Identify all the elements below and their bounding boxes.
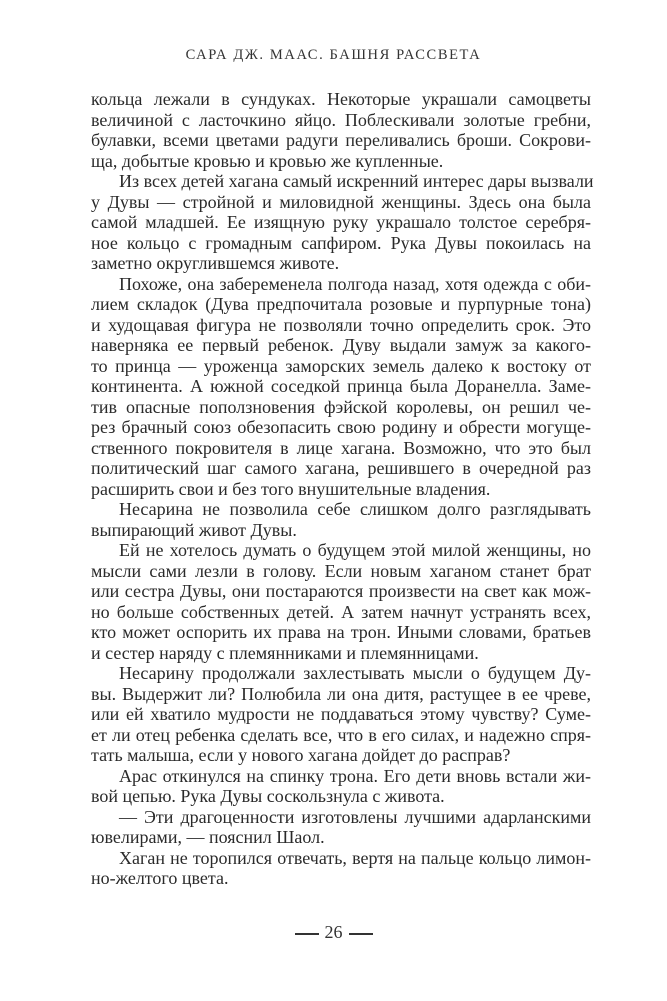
text-line: ное кольцо с громадным сапфиром. Рука Дувы покоилась на: [91, 232, 591, 253]
text-line: выпирающий живот Дувы.: [91, 519, 297, 540]
text-line: или ей хватило мудрости не поддаваться этому чувству? Суме-: [91, 704, 591, 724]
text-line: расширить свои и без того внушительные владения.: [91, 478, 491, 499]
text-line: булавки, всеми цветами радуги переливались броши. Сокрови-: [91, 130, 591, 150]
text-line: кто может оспорить их права на трон. Иными словами, братьев: [91, 622, 591, 642]
paragraph: [91, 807, 591, 848]
page-body: [91, 89, 594, 889]
text-line: Похоже, она забеременела полгода назад, хотя одежда с оби-: [119, 273, 591, 294]
page-number-footer: [0, 922, 667, 943]
paragraph: [91, 663, 591, 766]
ornament-dash-left: [295, 933, 319, 935]
text-line: наверняка ее первый ребенок. Дуву выдали замуж за какого-: [91, 335, 591, 355]
text-line: мысли сами лезли в голову. Если новым хаганом станет брат: [91, 560, 591, 581]
text-line: величиной с ласточкино яйцо. Поблескивали золотые гребни,: [91, 109, 591, 130]
text-line: самой младшей. Ее изящную руку украшало толстое серебря-: [91, 212, 591, 232]
text-line: Арас откинулся на спинку трона. Его дети вновь встали жи-: [119, 765, 591, 786]
text-line: тать малыша, если у нового хагана дойдет до расправ?: [91, 745, 511, 765]
text-line: Из всех детей хагана самый искренний интерес дары вызвали: [119, 171, 594, 191]
text-line: и худощавая фигура не позволяли точно определить срок. Это: [91, 314, 591, 335]
text-line: тив опасные поползновения фэйской королевы, он решил че-: [91, 396, 591, 417]
text-line: и сестер наряду с племянниками и племянницами.: [91, 642, 479, 663]
text-line: ювелирами, — пояснил Шаол.: [91, 827, 325, 847]
paragraph: [91, 171, 594, 274]
text-line: ет ли отец ребенка сделать все, что в его силах, и надежно спря-: [91, 724, 591, 745]
text-line: ственного покровителя в лице хагана. Возможно, что это был: [91, 437, 591, 458]
text-line: заметно округлившемся животе.: [91, 253, 340, 273]
text-line: вы. Выдержит ли? Полюбила ли она дитя, растущее в ее чреве,: [91, 683, 591, 704]
text-line: лием складок (Дува предпочитала розовые и пурпурные тона): [91, 294, 591, 314]
text-line: то принца — уроженца заморских земель далеко к востоку от: [91, 355, 591, 376]
text-line: но-желтого цвета.: [91, 868, 229, 888]
paragraph: [91, 766, 591, 807]
text-line: кольца лежали в сундуках. Некоторые украшали самоцветы: [91, 89, 591, 109]
text-line: вой цепью. Рука Дувы соскользнула с живота.: [91, 786, 445, 806]
paragraph: [91, 274, 591, 500]
paragraph: [91, 540, 591, 663]
text-line: но больше собственных детей. А затем начнут устранять всех,: [91, 601, 591, 622]
text-line: у Дувы — стройной и миловидной женщины. Здесь она была: [91, 191, 591, 212]
ornament-dash-right: [349, 933, 373, 935]
text-line: континента. А южной соседкой принца была Доранелла. Заме-: [91, 376, 591, 396]
text-line: Ей не хотелось думать о будущем этой милой женщины, но: [119, 540, 591, 560]
text-line: Несарину продолжали захлестывать мысли о будущем Ду-: [119, 663, 591, 683]
text-line: Несарина не позволила себе слишком долго разглядывать: [119, 499, 591, 519]
text-line: Хаган не торопился отвечать, вертя на пальце кольцо лимон-: [119, 847, 591, 868]
text-line: ща, добытые кровью и кровью же купленные.: [91, 150, 444, 171]
page-number: 26: [324, 922, 343, 942]
text-line: или сестра Дувы, они постараются произвести на свет как мож-: [91, 581, 591, 601]
running-header: САРА ДЖ. МААС. БАШНЯ РАССВЕТА: [185, 47, 482, 63]
paragraph: [91, 499, 591, 540]
text-line: — Эти драгоценности изготовлены лучшими адарланскими: [119, 806, 591, 827]
text-line: политический шаг самого хагана, решившего в очередной раз: [91, 458, 591, 478]
paragraph: [91, 89, 591, 171]
paragraph: [91, 848, 591, 889]
text-line: рез брачный союз обезопасить свою родину и обрести могуще-: [91, 417, 591, 437]
